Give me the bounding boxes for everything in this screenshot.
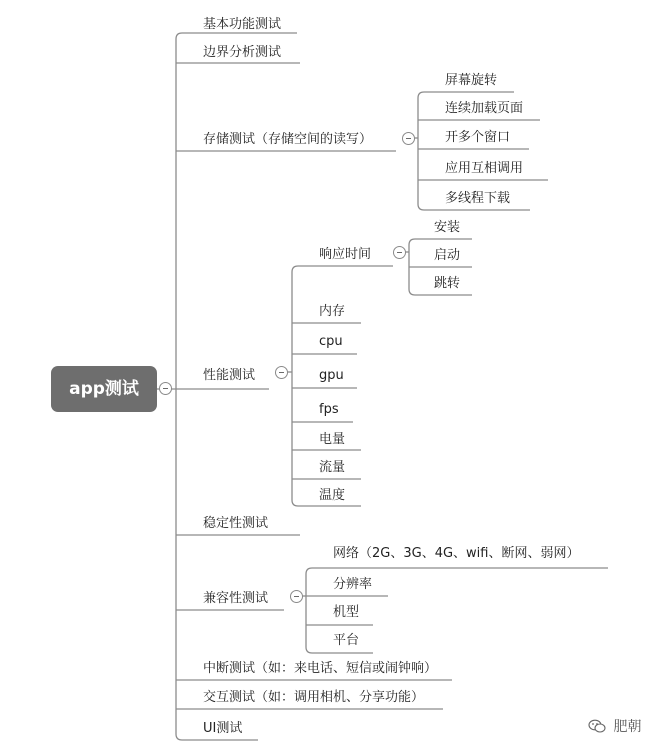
l1-branch-0 (176, 33, 297, 39)
node-label-launch[interactable]: 启动 (434, 248, 461, 263)
node-label-platform[interactable]: 平台 (333, 633, 360, 648)
node-label-temperature[interactable]: 温度 (319, 488, 346, 503)
node-label-multi-window[interactable]: 开多个窗口 (445, 130, 511, 145)
branch-label-boundary[interactable]: 边界分析测试 (203, 45, 282, 60)
node-label-install[interactable]: 安装 (434, 220, 461, 235)
node-label-response-time[interactable]: 响应时间 (319, 247, 372, 262)
response-time-collapse-icon[interactable] (393, 246, 406, 259)
node-label-traffic[interactable]: 流量 (319, 460, 346, 475)
node-label-navigate[interactable]: 跳转 (434, 276, 461, 291)
node-label-network[interactable]: 网络（2G、3G、4G、wifi、断网、弱网） (333, 546, 580, 561)
watermark (588, 716, 641, 736)
performance-collapse-icon[interactable] (275, 366, 288, 379)
compat-branch-0 (306, 568, 608, 574)
node-label-device-model[interactable]: 机型 (333, 605, 360, 620)
branch-label-stability[interactable]: 稳定性测试 (203, 516, 269, 531)
node-label-screen-rotation[interactable]: 屏幕旋转 (445, 73, 498, 88)
node-label-battery[interactable]: 电量 (319, 432, 346, 447)
node-label-app-interop[interactable]: 应用互相调用 (445, 161, 524, 176)
perf-branch-0 (292, 266, 393, 272)
storage-collapse-icon[interactable] (402, 132, 415, 145)
watermark-text: 肥朝 (613, 719, 642, 735)
node-label-cpu[interactable]: cpu (319, 334, 343, 349)
branch-label-storage[interactable]: 存储测试（存储空间的读写） (203, 132, 373, 147)
resp-branch-0 (409, 239, 472, 245)
node-label-gpu[interactable]: gpu (319, 368, 344, 383)
root-collapse-icon[interactable] (159, 382, 172, 395)
node-label-fps[interactable]: fps (319, 402, 339, 417)
branch-label-performance[interactable]: 性能测试 (203, 368, 256, 383)
node-label-multithread-dl[interactable]: 多线程下载 (445, 191, 511, 206)
node-label-memory[interactable]: 内存 (319, 304, 346, 319)
branch-label-ui[interactable]: UI测试 (203, 721, 243, 736)
compatibility-collapse-icon[interactable] (290, 590, 303, 603)
branch-label-compatibility[interactable]: 兼容性测试 (203, 591, 269, 606)
root-node[interactable]: app测试 (51, 366, 157, 412)
node-label-continuous-load[interactable]: 连续加载页面 (445, 101, 524, 116)
wechat-icon (588, 719, 606, 733)
branch-label-basic-function[interactable]: 基本功能测试 (203, 17, 282, 32)
node-label-resolution[interactable]: 分辨率 (333, 577, 373, 592)
storage-branch-0 (418, 92, 514, 98)
branch-label-interrupt[interactable]: 中断测试（如：来电话、短信或闹钟响） (203, 661, 438, 676)
branch-label-interaction[interactable]: 交互测试（如：调用相机、分享功能） (203, 690, 425, 705)
